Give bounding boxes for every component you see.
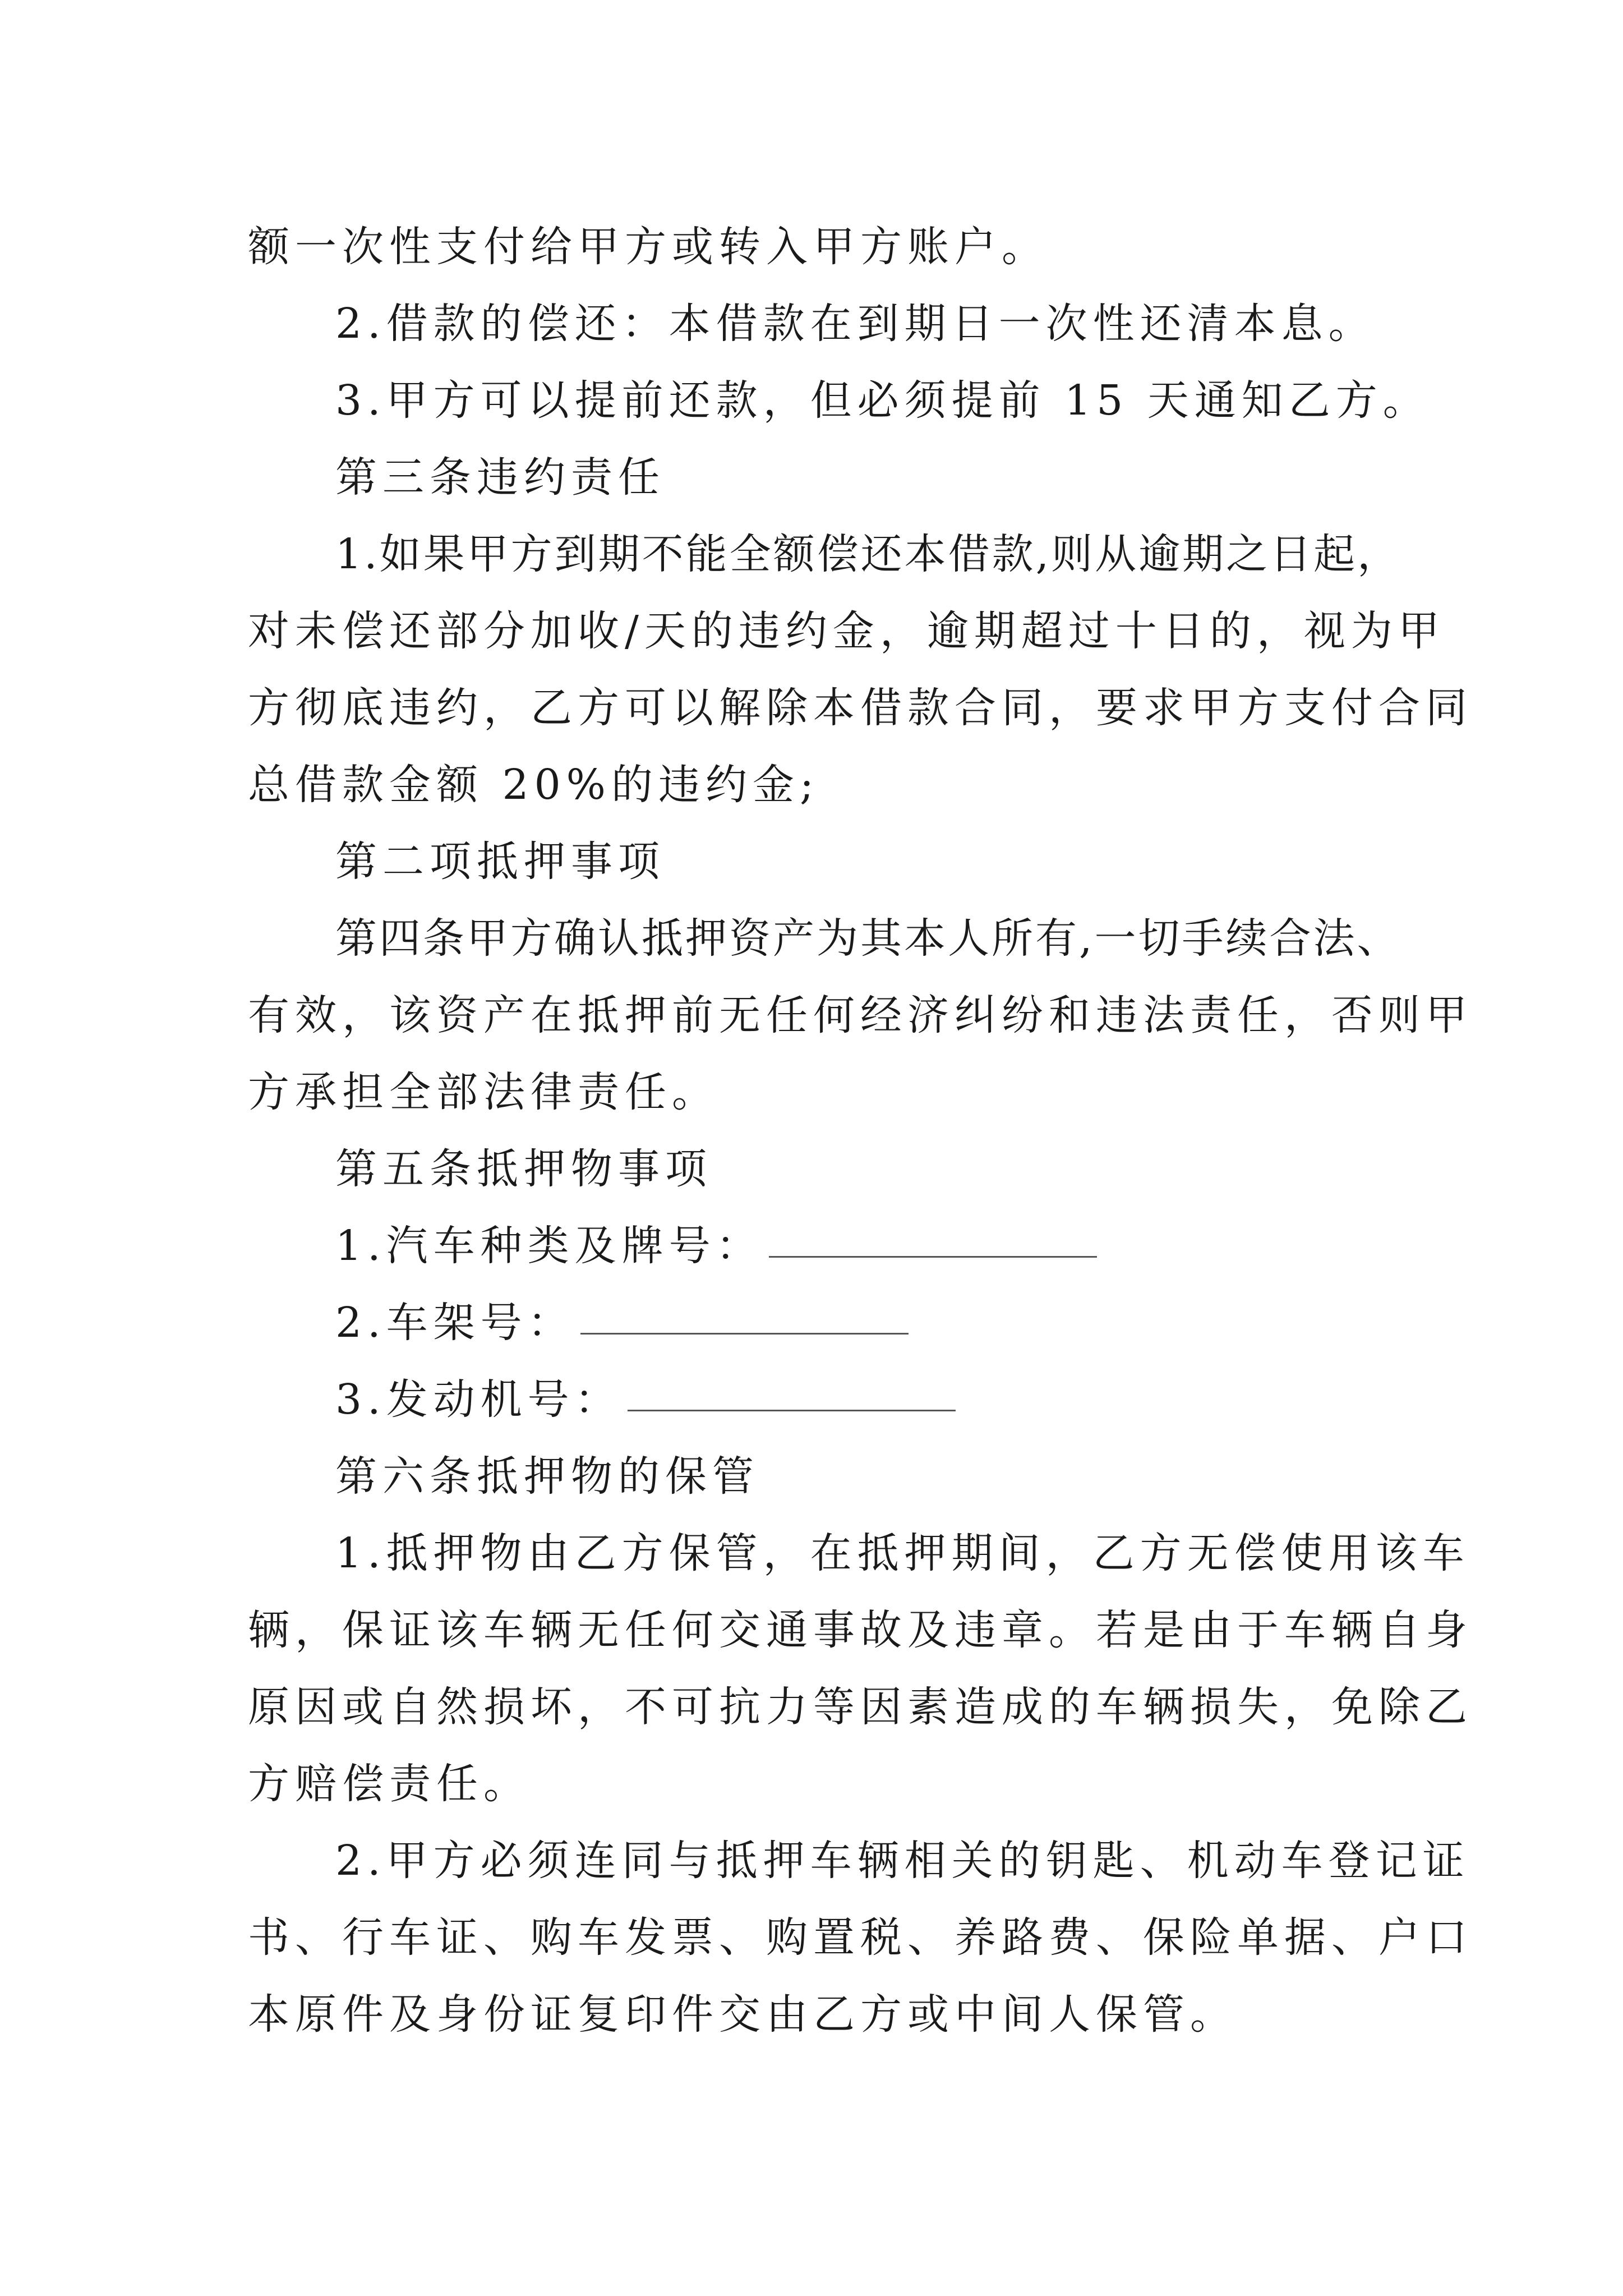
paragraph-line: 辆，保证该车辆无任何交通事故及违章。若是由于车辆自身 <box>248 1606 1473 1654</box>
paragraph-line: 对未偿还部分加收/天的违约金，逾期超过十日的，视为甲 <box>248 607 1445 655</box>
document-body <box>248 209 1473 2053</box>
paragraph-line: 额一次性支付给甲方或转入甲方账户。 <box>248 223 1049 271</box>
engine-number-blank <box>628 1407 956 1411</box>
paragraph-line: 本原件及身份证复印件交由乙方或中间人保管。 <box>248 1990 1237 2039</box>
paragraph-line: 方承担全部法律责任。 <box>248 1068 719 1116</box>
paragraph-line: 有效，该资产在抵押前无任何经济纠纷和违法责任，否则甲 <box>248 991 1473 1039</box>
paragraph-line: 原因或自然损坏，不可抗力等因素造成的车辆损失，免除乙 <box>248 1683 1473 1731</box>
paragraph-line: 3.甲方可以提前还款，但必须提前 15 天通知乙方。 <box>335 376 1430 425</box>
paragraph-line: 方彻底违约，乙方可以解除本借款合同，要求甲方支付合同 <box>248 684 1473 732</box>
paragraph-line: 2.借款的偿还：本借款在到期日一次性还清本息。 <box>335 300 1376 348</box>
section-heading: 第三条违约责任 <box>335 453 665 501</box>
vehicle-type-label: 1.汽车种类及牌号： <box>335 1222 763 1270</box>
frame-number-blank <box>580 1331 909 1335</box>
vehicle-type-blank <box>769 1254 1097 1258</box>
paragraph-line: 书、行车证、购车发票、购置税、养路费、保险单据、户口 <box>248 1913 1473 1962</box>
form-field-row <box>248 1285 1381 1361</box>
section-heading: 第二项抵押事项 <box>335 838 665 886</box>
frame-number-label: 2.车架号： <box>335 1299 575 1347</box>
section-heading: 第六条抵押物的保管 <box>335 1452 759 1501</box>
paragraph-line: 第四条甲方确认抵押资产为其本人所有,一切手续合法、 <box>335 914 1401 963</box>
paragraph-line: 总借款金额 20%的违约金; <box>248 761 819 809</box>
paragraph-line: 方赔偿责任。 <box>248 1760 531 1808</box>
engine-number-label: 3.发动机号： <box>335 1375 622 1424</box>
paragraph-line: 1.抵押物由乙方保管，在抵押期间，乙方无偿使用该车 <box>335 1529 1470 1577</box>
section-heading: 第五条抵押物事项 <box>335 1145 712 1193</box>
paragraph-line: 2.甲方必须连同与抵押车辆相关的钥匙、机动车登记证 <box>335 1837 1470 1885</box>
form-field-row <box>248 1361 1381 1438</box>
form-field-row <box>248 1208 1381 1285</box>
paragraph-line: 1.如果甲方到期不能全额偿还本借款,则从逾期之日起， <box>335 530 1401 578</box>
